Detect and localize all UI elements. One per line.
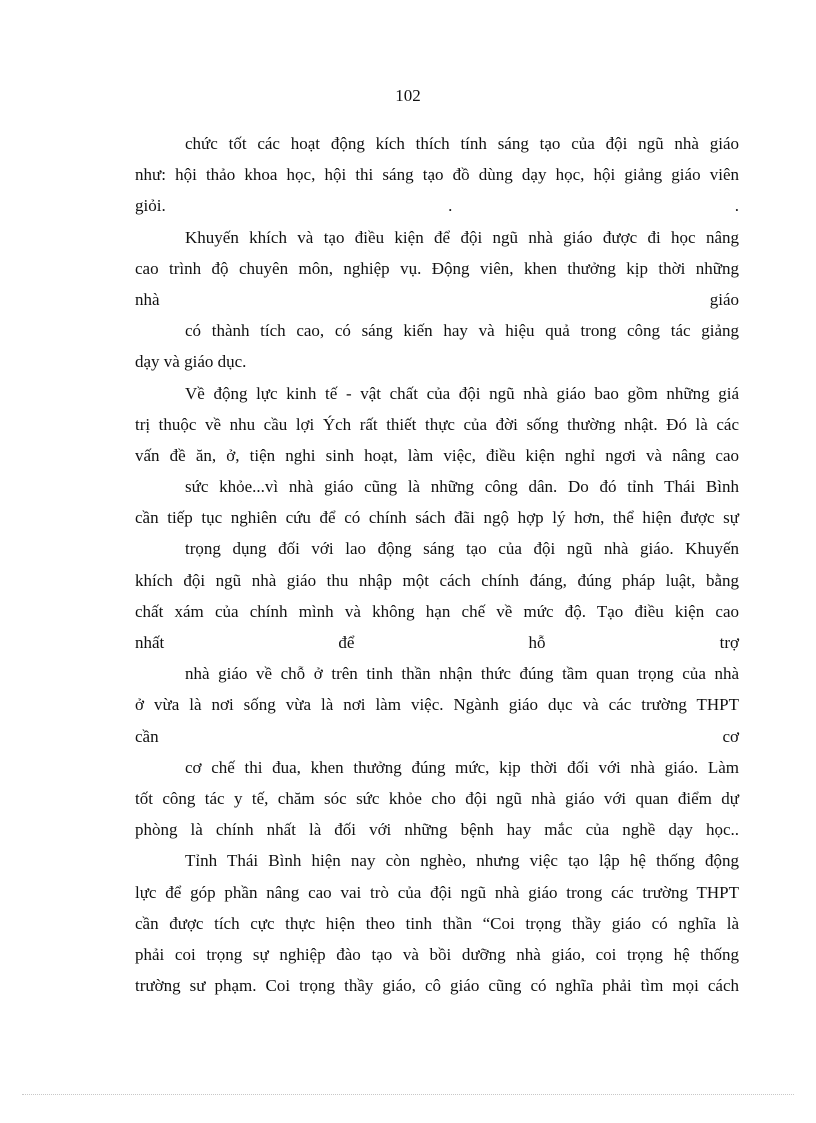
text-segment: chức tốt các hoạt động kích thích tính sáng tạo của đội ngũ nhà giáo (185, 134, 739, 153)
text-line (135, 315, 739, 346)
text-line (135, 783, 739, 814)
text-segment: Do đó tỉnh Thái Bình (557, 477, 739, 497)
text-line (135, 565, 739, 596)
text-segment: dạy và giáo dục. (135, 352, 247, 372)
page-number: 102 (395, 86, 421, 105)
text-line (135, 845, 739, 876)
text-line (135, 471, 739, 502)
text-line (135, 658, 739, 689)
text-line (135, 440, 739, 471)
page-bottom-divider (22, 1094, 794, 1095)
text-line (135, 814, 739, 845)
text-line (135, 627, 739, 658)
text-segment: phải coi trọng sự nghiệp đào tạo và bồi dưỡng nhà giáo, coi trọng hệ thống (135, 944, 739, 964)
italic-text-segment: Về động lực kinh tế - vật chất của đội ngũ nhà giáo (185, 383, 586, 403)
text-segment: cần được tích cực thực hiện theo tinh thần “Coi trọng thầy giáo có nghĩa là (135, 913, 739, 933)
text-line (135, 877, 739, 908)
text-line (135, 970, 739, 1001)
text-segment: khích đội ngũ nhà giáo thu nhập một cách chính đáng, đúng pháp luật, bằng (135, 570, 739, 590)
text-line (135, 689, 739, 720)
text-segment: cao trình độ chuyên môn, nghiệp vụ. Động viên, khen thưởng kịp thời những (135, 258, 739, 278)
text-line (135, 533, 739, 564)
text-segment: ở vừa là nơi sống vừa là nơi làm việc. Ngành giáo dục và các trường THPT (135, 695, 739, 715)
text-segment: cần cơ (135, 726, 739, 746)
text-line (135, 159, 739, 190)
text-line (135, 409, 739, 440)
text-line (135, 752, 739, 783)
text-line (135, 908, 739, 939)
text-line (135, 721, 739, 752)
text-line (135, 253, 739, 284)
text-segment: cần tiếp tục nghiên cứu để có chính sách đãi ngộ hợp lý hơn, thể hiện được sự (135, 508, 739, 528)
text-segment: có thành tích cao, có sáng kiến hay và hiệu quả trong công tác giảng (185, 321, 739, 341)
text-segment: Khuyến khích và tạo điều kiện để đội ngũ nhà giáo được đi học nâng (185, 227, 739, 247)
text-line (135, 284, 739, 315)
text-segment: bao gồm những giá (585, 383, 739, 403)
text-line (135, 378, 739, 409)
text-line (135, 190, 739, 221)
text-segment: trường sư phạm. Coi trọng thầy giáo, cô giáo cũng có nghĩa phải tìm mọi cách (135, 976, 739, 996)
text-segment: nhà giáo về chỗ ở trên tinh thần nhận thức đúng tầm quan trọng của nhà (185, 664, 739, 684)
text-line (135, 128, 739, 159)
text-segment: như: hội thảo khoa học, hội thi sáng tạo đồ dùng dạy học, hội giảng giáo viên (135, 165, 739, 185)
text-segment: lực để góp phần nâng cao vai trò của đội ngũ nhà giáo trong các trường THPT (135, 882, 739, 902)
text-segment: vấn đề ăn, ở, tiện nghi sinh hoạt, làm việc, điều kiện nghỉ ngơi và nâng cao (135, 445, 739, 465)
text-segment: Tỉnh Thái Bình hiện nay còn nghèo, nhưng việc tạo lập hệ thống động (185, 851, 739, 871)
text-segment: nhà giáo (135, 289, 739, 309)
italic-text-segment: vì nhà giáo cũng là những công dân. (264, 477, 558, 497)
text-segment: giỏi. . . (135, 196, 739, 216)
text-segment: phòng là chính nhất là đối với những bệnh hay mắc của nghề dạy học.. (135, 820, 739, 840)
text-line (135, 596, 739, 627)
text-segment: cơ chế thi đua, khen thưởng đúng mức, kịp thời đối với nhà giáo. Làm (185, 757, 739, 777)
text-segment: trọng dụng đối với lao động sáng tạo của đội ngũ nhà giáo. Khuyến (185, 539, 739, 559)
text-segment: chất xám của chính mình và không hạn chế về mức độ. Tạo điều kiện cao (135, 601, 739, 621)
text-segment: trị thuộc về nhu cầu lợi Ých rất thiết thực của đời sống thường nhật. Đó là các (135, 414, 739, 434)
text-line (135, 939, 739, 970)
text-line (135, 222, 739, 253)
text-segment: tốt công tác y tế, chăm sóc sức khỏe cho đội ngũ nhà giáo với quan điểm dự (135, 788, 739, 808)
body-text (135, 128, 739, 1001)
text-segment: sức khỏe... (185, 477, 265, 497)
text-line (135, 502, 739, 533)
text-line (135, 346, 739, 377)
text-segment: nhất để hỗ trợ (135, 633, 739, 652)
